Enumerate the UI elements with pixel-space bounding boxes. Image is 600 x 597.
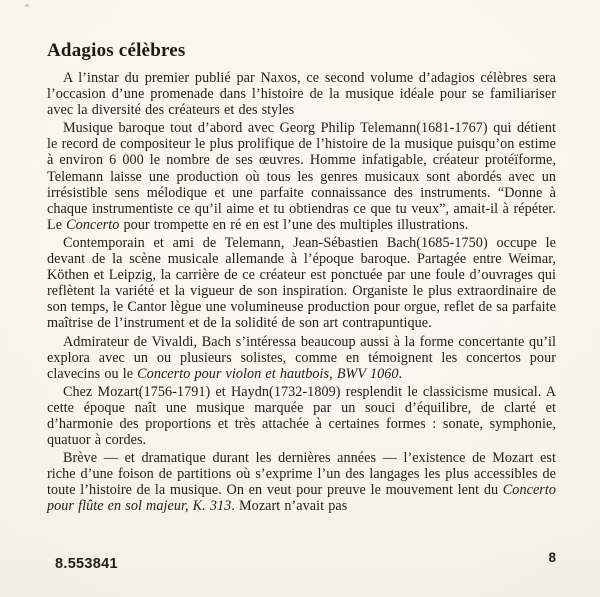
text-segment: Brève — et dramatique durant les dernières années — l’existence de Mozart est riche d’une foison de partitions où s’exprime l’un des langages les plus accessibles de toute l’histoire de la musique. On en veut pour preuve le mouvement lent du [47,450,556,499]
scan-speck [25,4,29,7]
work-title: Concerto pour violon et hautbois, BWV 1060 [137,365,399,382]
page-content [47,40,556,517]
paragraph [47,384,556,448]
text-segment: Admirateur de Vivaldi, Bach s’intéressa beaucoup aussi à la forme concertante qu’il explora avec un ou plusieurs solistes, comme en témoignent les concertos pour clavecins ou le [47,333,556,382]
page-number: 8 [548,550,556,565]
text-segment: . Mozart n’avait pas [231,498,348,515]
text-segment: . [398,365,403,382]
paragraph [47,450,556,514]
body-text [47,70,556,515]
text-segment: Musique baroque tout d’abord avec Georg Philip Telemann(1681-1767) qui détient le record de compositeur le plus prolifique de l’histoire de la musique puisqu’on estime à environ 6 000 le nombre de ses œuvres. Homme infatigable, créateur protéïforme, Telemann laisse une production où tous les genres musicaux sont abordés avec un irrésistible sens mélodique et une parfaite connaissance des instruments. “Donne à chaque instrumentiste ce qu’il aime et tu obtiendras ce que tu veux”, amait-il à répéter. Le [47,120,556,233]
text-segment: Contemporain et ami de Telemann, Jean-Sébastien Bach(1685-1750) occupe le devant de la scène musicale allemande à l’époque baroque. Partagée entre Weimar, Köthen et Leipzig, la carrière de ce créateur est ponctuée par une foule d’ouvrages qui reflètent la variété et la vigueur de son inspiration. Organiste le plus extraordinaire de son temps, le Cantor lègue une volumineuse production pour orgue, reflet de sa parfaite maîtrise de l’instrument et de la solidité de son art contrapuntique. [47,234,556,332]
catalog-number: 8.553841 [55,556,118,572]
text-segment: A l’instar du premier publié par Naxos, ce second volume d’adagios célèbres sera l’occasion d’une promenade dans l’histoire de la musique idéale pour se familiariser avec la diversité des créateurs et des styles [47,70,556,119]
paragraph [47,120,556,233]
text-segment: pour trompette en ré en est l’une des multiples illustrations. [119,216,469,233]
paragraph [47,235,556,332]
paragraph [47,334,556,382]
work-title: Concerto [66,216,120,233]
paragraph [47,70,556,118]
text-segment: Chez Mozart(1756-1791) et Haydn(1732-1809) resplendit le classicisme musical. A cette époque naît une musique marquée par un souci d’équilibre, de clarté et d’harmonie des proportions et très attachée à certaines formes : sonate, symphonie, quatuor à cordes. [47,383,556,449]
page-title: Adagios célèbres [47,40,186,61]
work-title: Concerto pour flûte en sol majeur, K. 313 [47,482,556,515]
